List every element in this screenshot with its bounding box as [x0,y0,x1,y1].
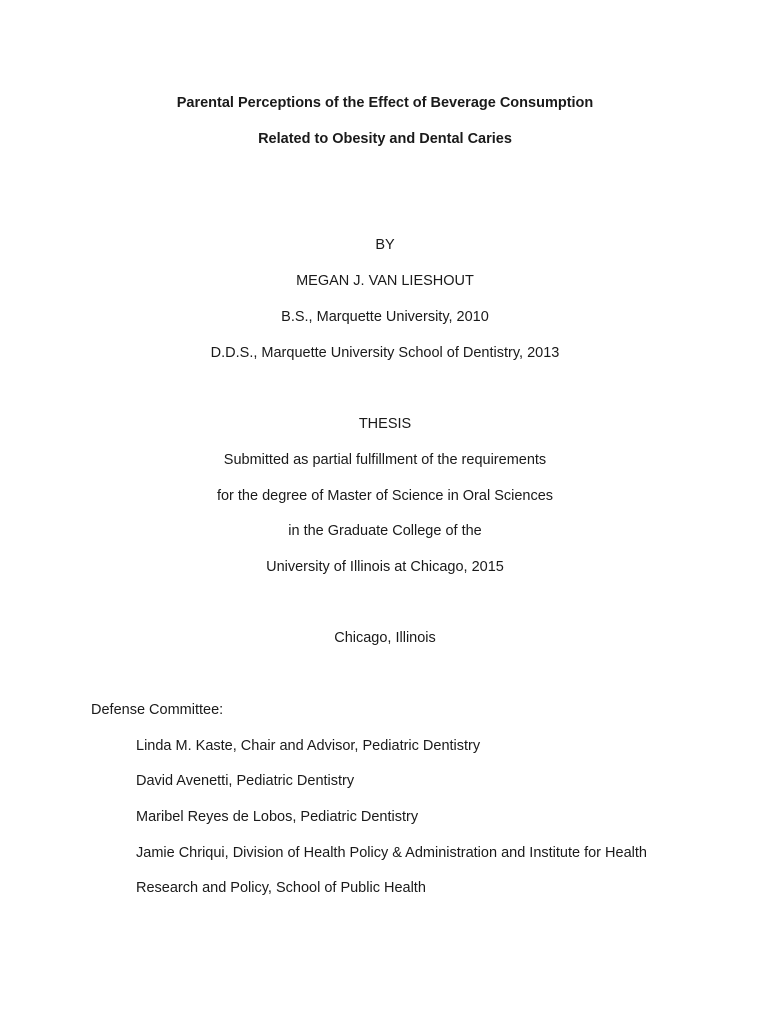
committee-member: Jamie Chriqui, Division of Health Policy & Administration and Institute for Health [136,845,647,861]
committee-member: Maribel Reyes de Lobos, Pediatric Dentistry [136,809,419,825]
thesis-label: THESIS [358,416,412,432]
by-label: BY [375,237,395,253]
author-name: MEGAN J. VAN LIESHOUT [296,273,474,289]
thesis-statement-line-3: in the Graduate College of the [288,523,482,539]
thesis-title-line-2: Related to Obesity and Dental Caries [258,131,512,147]
thesis-statement-line-2: for the degree of Master of Science in Oral Sciences [216,488,554,504]
thesis-title-line-1: Parental Perceptions of the Effect of Beverage Consumption [176,95,594,111]
author-degree-bs: B.S., Marquette University, 2010 [281,309,489,325]
committee-member: Linda M. Kaste, Chair and Advisor, Pediatric Dentistry [136,738,481,754]
committee-heading: Defense Committee: [91,702,224,718]
location: Chicago, Illinois [334,630,436,646]
thesis-statement-line-4: University of Illinois at Chicago, 2015 [266,559,504,575]
committee-member: David Avenetti, Pediatric Dentistry [136,773,355,789]
author-degree-dds: D.D.S., Marquette University School of Dentistry, 2013 [210,345,560,361]
thesis-statement-line-1: Submitted as partial fulfillment of the requirements [223,452,547,468]
committee-member-continuation: Research and Policy, School of Public Health [136,880,426,896]
